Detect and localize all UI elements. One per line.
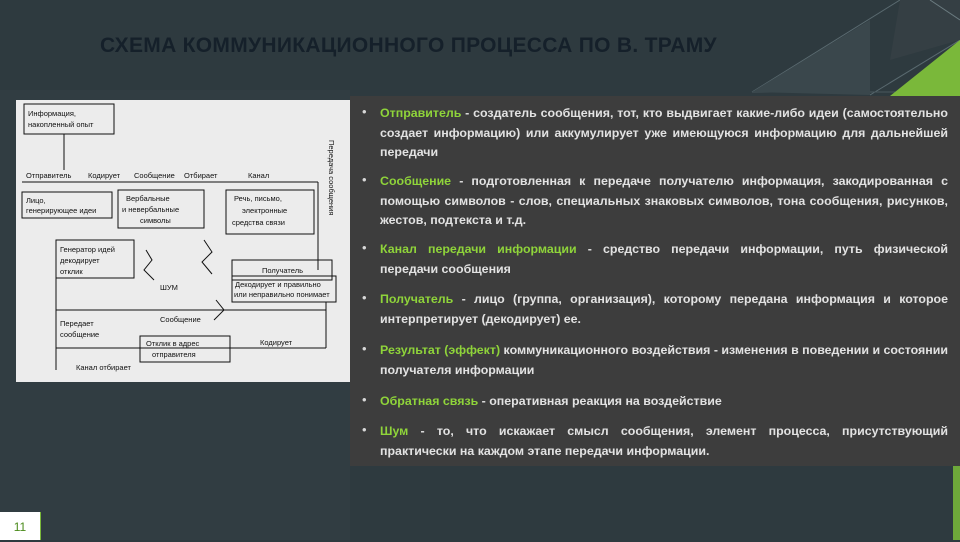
desc-feedback: - оперативная реакция на воздействие (478, 394, 722, 408)
definition-result (380, 341, 948, 380)
diagram-speech-line3: средства связи (232, 218, 285, 227)
diagram-channel-selects: Канал отбирает (76, 363, 131, 372)
bullet-icon: • (362, 104, 367, 119)
diagram-person-line1: Лицо, (26, 196, 46, 205)
definition-receiver (380, 290, 948, 329)
diagram-decodes-line1: Декодирует и правильно (235, 280, 321, 289)
bullet-icon: • (362, 172, 367, 187)
diagram-info-line2: накопленный опыт (28, 120, 94, 129)
diagram-verbal-line3: символы (140, 216, 171, 225)
noise-zigzag-2 (202, 240, 212, 274)
diagram-receiver: Получатель (262, 266, 303, 275)
diagram-verbal-line2: и невербальные (122, 205, 180, 214)
desc-receiver: - лицо (группа, организация), которому передана информация и которое интерпретирует (декодирует) ее. (380, 292, 948, 326)
bullet-icon: • (362, 422, 367, 437)
diagram-encodes: Кодирует (88, 171, 121, 180)
term-channel: Канал передачи информации (380, 242, 577, 256)
desc-channel: - средство передачи информации, путь физической передачи сообщения (380, 242, 948, 276)
diagram-sender: Отправитель (26, 171, 72, 180)
diagram-message-top: Сообщение (134, 171, 175, 180)
term-feedback: Обратная связь (380, 394, 479, 408)
definition-feedback (380, 392, 948, 412)
diagram-svg (16, 100, 350, 382)
diagram-transmits-line2: сообщение (60, 330, 100, 339)
diagram-idea-line2: декодирует (60, 256, 100, 265)
diagram-response-line2: отправителя (152, 350, 196, 359)
diagram-idea-line1: Генератор идей (60, 245, 115, 254)
diagram-idea-line3: отклик (60, 267, 83, 276)
desc-result: коммуникационного воздействия - изменения в поведении и состоянии получателя информации (380, 343, 948, 377)
definition-noise (380, 422, 948, 461)
diagram-selects: Отбирает (184, 171, 218, 180)
bullet-icon: • (362, 240, 367, 255)
diagram-channel: Канал (248, 171, 270, 180)
bullet-icon: • (362, 341, 367, 356)
diagram-transmission: Передача сообщения (327, 140, 336, 216)
definition-channel (380, 240, 948, 279)
diagram-speech-line1: Речь, письмо, (234, 194, 282, 203)
diagram-verbal-line1: Вербальные (126, 194, 170, 203)
definition-message (380, 172, 948, 231)
desc-sender: - создатель сообщения, тот, кто выдвигает какие-либо идеи (самостоятельно создает информацию) или аккумулирует уже имеющуюся информацию для дальнейшей передачи (380, 106, 948, 159)
diagram-speech-line2: электронные (242, 206, 288, 215)
diagram-noise: ШУМ (160, 283, 178, 292)
term-result: Результат (эффект) (380, 343, 501, 357)
definitions-panel (350, 96, 960, 466)
bullet-icon: • (362, 290, 367, 305)
page-number: 11 (0, 512, 41, 540)
diagram-info-line1: Информация, (28, 109, 77, 118)
bullet-icon: • (362, 392, 367, 407)
desc-message: - подготовленная к передаче получателю информация, закодированная с помощью символов - слов, специальных знаковых символов, тона сообщения, рисунков, жестов, подтекста и т.д. (380, 174, 948, 227)
slide-title: СХЕМА КОММУНИКАЦИОННОГО ПРОЦЕССА ПО В. ТРАМУ (100, 34, 717, 57)
term-message: Сообщение (380, 174, 452, 188)
diagram-message-bottom: Сообщение (160, 315, 201, 324)
definition-sender (380, 104, 948, 163)
diagram-encodes-bottom: Кодирует (260, 338, 293, 347)
diagram-transmits-line1: Передает (60, 319, 94, 328)
diagram-response-line1: Отклик в адрес (146, 339, 200, 348)
term-sender: Отправитель (380, 106, 462, 120)
communication-diagram (16, 100, 350, 382)
diagram-decodes-line2: или неправильно понимает (234, 290, 330, 299)
diagram-person-line2: генерирующее идеи (26, 206, 97, 215)
desc-noise: - то, что искажает смысл сообщения, элемент процесса, присутствующий практически на каждом этапе передачи информации. (380, 424, 948, 458)
term-noise: Шум (380, 424, 409, 438)
noise-zigzag-1 (144, 250, 154, 280)
term-receiver: Получатель (380, 292, 454, 306)
